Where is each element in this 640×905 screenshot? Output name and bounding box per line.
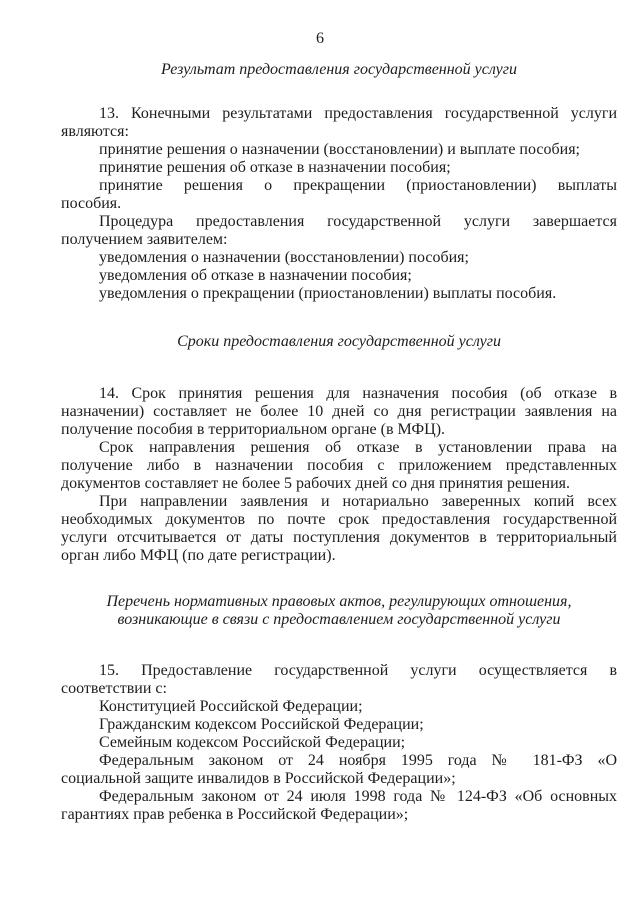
text-line: уведомления о прекращении (приостановлении) выплаты пособия. xyxy=(99,285,557,302)
text-line: получение пособия в территориальном органе (в МФЦ). xyxy=(61,421,446,438)
text-line: услуги отсчитывается от даты поступления документов в территориальный xyxy=(61,529,617,546)
text-line: 15. Предоставление государственной услуги осуществляется в xyxy=(99,662,617,679)
paragraph-15 xyxy=(61,662,617,824)
text-line: документов составляет не более 5 рабочих дней со дня принятия решения. xyxy=(61,475,570,492)
text-line: пособия. xyxy=(61,195,122,212)
section-heading-terms: Сроки предоставления государственной услуги xyxy=(177,333,501,350)
section-heading-result: Результат предоставления государственной услуги xyxy=(161,61,517,78)
heading-line: возникающие в связи с предоставлением государственной услуги xyxy=(117,611,561,628)
text-line: уведомления об отказе в назначении пособия; xyxy=(99,267,412,284)
text-line: Гражданским кодексом Российской Федерации; xyxy=(99,716,424,733)
text-line: Конституцией Российской Федерации; xyxy=(99,698,363,715)
page-number: 6 xyxy=(316,30,324,47)
text-line: принятие решения о прекращении (приостановлении) выплаты xyxy=(99,177,617,194)
paragraph-14 xyxy=(61,385,617,565)
text-line: 14. Срок принятия решения для назначения пособия (об отказе в xyxy=(99,385,617,402)
section-heading-acts xyxy=(61,593,617,629)
text-line: уведомления о назначении (восстановлении) пособия; xyxy=(99,249,469,266)
text-line: Срок направления решения об отказе в установлении права на xyxy=(99,439,617,456)
heading-line: Перечень нормативных правовых актов, регулирующих отношения, xyxy=(106,593,572,610)
text-line: соответствии с: xyxy=(61,680,167,697)
text-line: получением заявителем: xyxy=(61,231,228,248)
text-line: Федеральным законом от 24 ноября 1995 года № 181-ФЗ «О xyxy=(99,752,617,769)
text-column xyxy=(61,61,617,824)
text-line: орган либо МФЦ (по дате регистрации). xyxy=(61,547,336,564)
text-line: назначении) составляет не более 10 дней со дня регистрации заявления на xyxy=(61,403,617,420)
text-line: гарантиях прав ребенка в Российской Федерации»; xyxy=(61,806,409,823)
paragraph-13 xyxy=(61,105,617,303)
text-line: Семейным кодексом Российской Федерации; xyxy=(99,734,406,751)
text-line: Федеральным законом от 24 июля 1998 года № 124-ФЗ «Об основных xyxy=(99,788,617,805)
text-line: При направлении заявления и нотариально заверенных копий всех xyxy=(99,493,617,510)
text-line: принятие решения о назначении (восстановлении) и выплате пособия; xyxy=(99,141,580,158)
text-line: принятие решения об отказе в назначении пособия; xyxy=(99,159,451,176)
text-line: необходимых документов по почте срок предоставления государственной xyxy=(61,511,617,528)
text-line: 13. Конечными результатами предоставления государственной услуги xyxy=(99,105,617,122)
text-line: социальной защите инвалидов в Российской Федерации»; xyxy=(61,770,456,787)
text-line: являются: xyxy=(61,123,129,140)
text-line: Процедура предоставления государственной услуги завершается xyxy=(99,213,617,230)
text-line: получение либо в назначении пособия с приложением представленных xyxy=(61,457,617,474)
